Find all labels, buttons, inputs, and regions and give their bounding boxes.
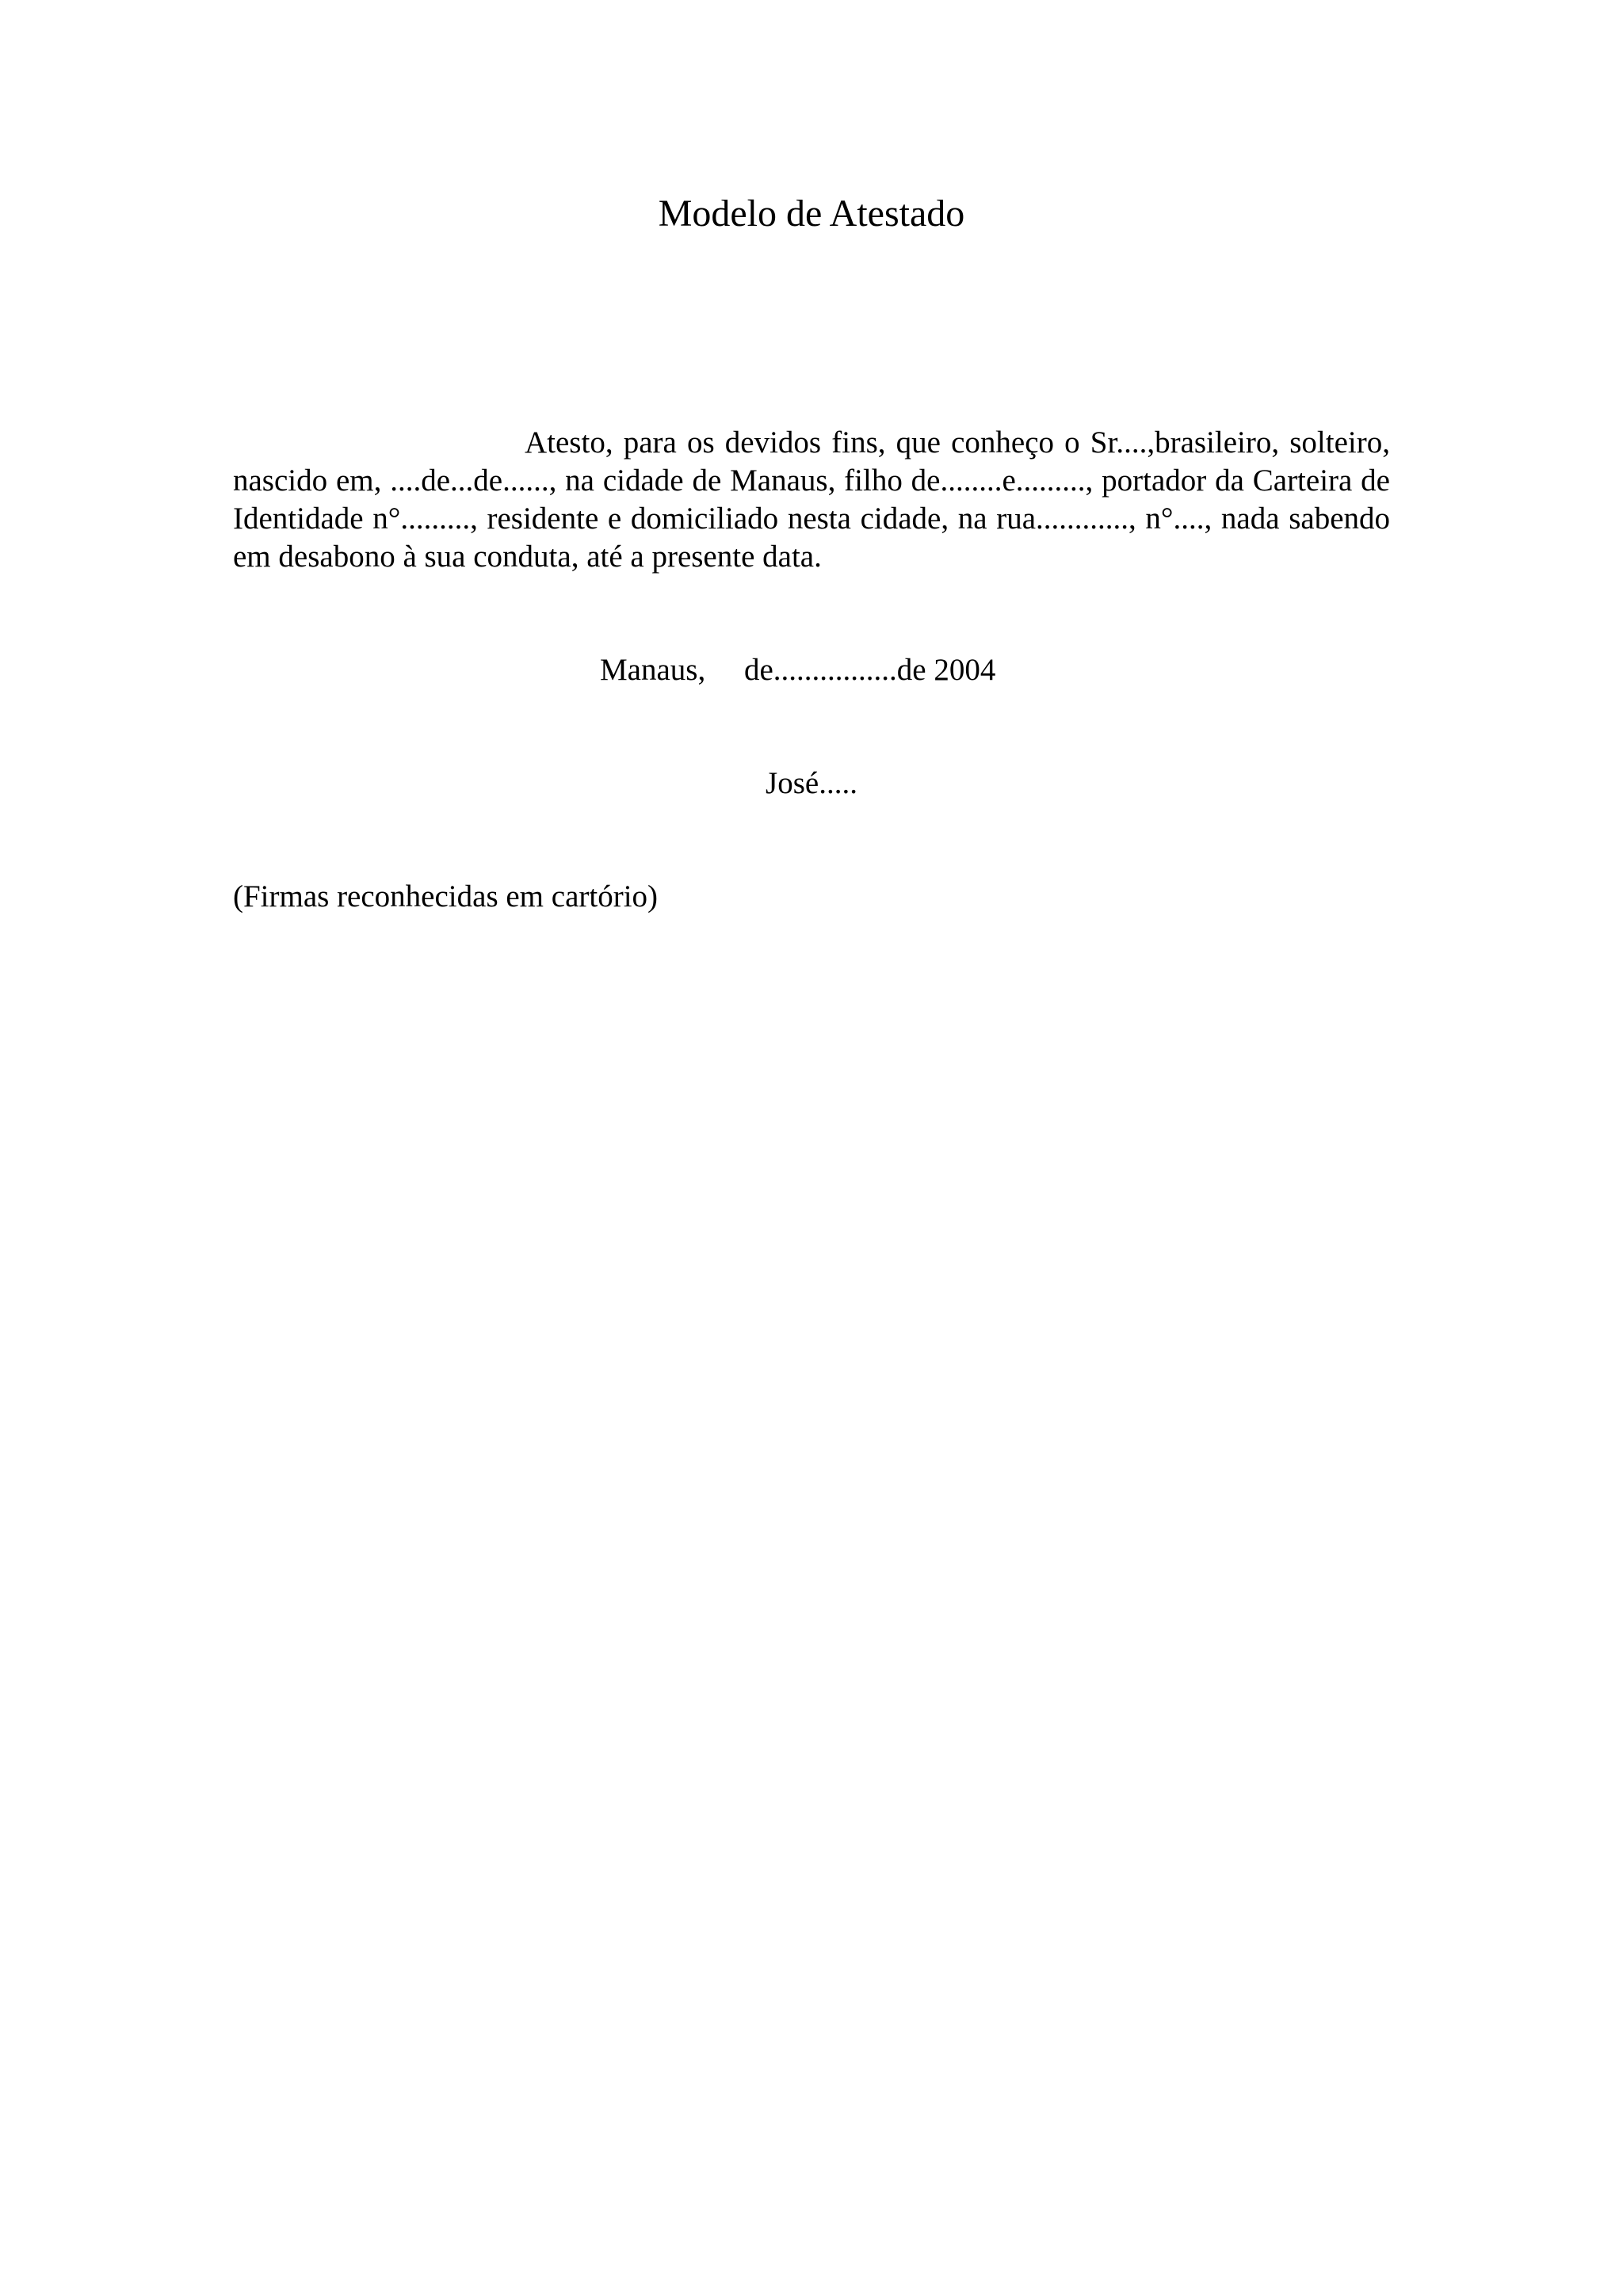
document-body-paragraph	[233, 424, 1390, 576]
document-title: Modelo de Atestado	[658, 193, 965, 235]
place-and-date-line: Manaus, de................de 2004	[600, 653, 996, 687]
body-text: Atesto, para os devidos fins, que conheço o Sr....,brasileiro, solteiro, nascido em, ....de...de......, na cidade de Manaus, filho de........e........., portador da Carteira de Identidade n°........., residente e domiciliado nesta cidade, na rua............, n°...., nada sabendo em desabono à sua conduta, até a presente data.	[233, 425, 1390, 574]
signature-line: José.....	[766, 766, 857, 800]
notary-note: (Firmas reconhecidas em cartório)	[233, 879, 659, 913]
